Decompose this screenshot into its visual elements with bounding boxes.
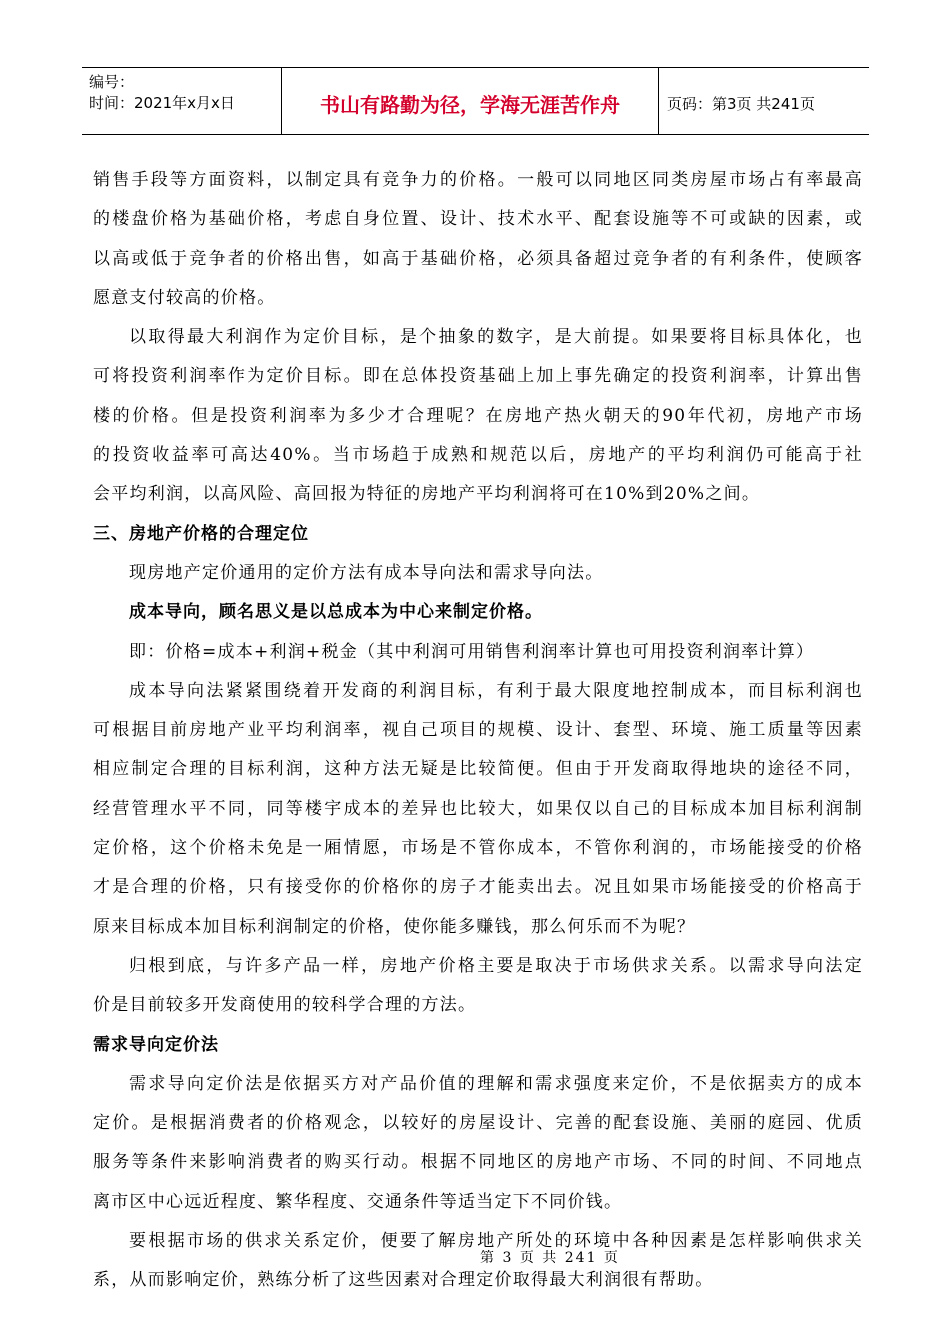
paragraph-line: 销售手段等方面资料，以制定具有竞争力的价格。一般可以同地区同类房屋市场占有率最高 (93, 170, 863, 190)
paragraph-line: 归根到底，与许多产品一样，房地产价格主要是取决于市场供求关系。以需求导向法定 (129, 955, 863, 976)
paragraph-line: 系，从而影响定价，熟练分析了这些因素对合理定价取得最大利润很有帮助。 (93, 1270, 714, 1291)
paragraph-line: 现房地产定价通用的定价方法有成本导向法和需求导向法。 (129, 562, 604, 583)
paragraph-line: 才是合理的价格，只有接受你的价格你的房子才能卖出去。况且如果市场能接受的价格高于 (93, 877, 863, 898)
paragraph-line: 定价。是根据消费者的价格观念，以较好的房屋设计、完善的配套设施、美丽的庭园、优质 (93, 1113, 863, 1134)
paragraph-line: 愿意支付较高的价格。 (93, 287, 276, 308)
paragraph-line: 的投资收益率可高达40%。当市场趋于成熟和规范以后，房地产的平均利润仍可能高于社 (93, 445, 863, 466)
paragraph-line: 定价格，这个价格未免是一厢情愿，市场是不管你成本，不管你利润的，市场能接受的价格 (93, 838, 863, 859)
paragraph-line: 的楼盘价格为基础价格，考虑自身位置、设计、技术水平、配套设施等不可或缺的因素，或 (93, 209, 863, 230)
emphasized-line: 成本导向，顾名思义是以总成本为中心来制定价格。 (129, 602, 543, 623)
paragraph-line: 相应制定合理的目标利润，这种方法无疑是比较简便。但由于开发商取得地块的途径不同， (93, 759, 863, 780)
paragraph-line: 以取得最大利润作为定价目标，是个抽象的数字，是大前提。如果要将目标具体化，也 (129, 327, 863, 348)
page-footer: 第 3 页 共 241 页 (480, 1250, 620, 1266)
paragraph-line: 经营管理水平不同，同等楼宇成本的差异也比较大，如果仅以自己的目标成本加目标利润制 (93, 798, 863, 819)
document-time-label: 时间：2021年x月x日 (89, 94, 235, 112)
header-motto: 书山有路勤为径，学海无涯苦作舟 (320, 92, 620, 117)
document-body (93, 161, 863, 1301)
page-header (82, 67, 869, 135)
section-heading: 需求导向定价法 (93, 1034, 219, 1055)
paragraph-line: 服务等条件来影响消费者的购买行动。根据不同地区的房地产市场、不同的时间、不同地点 (93, 1152, 863, 1173)
paragraph-line: 可将投资利润率作为定价目标。即在总体投资基础上加上事先确定的投资利润率，计算出售 (93, 366, 863, 387)
paragraph-line: 离市区中心远近程度、繁华程度、交通条件等适当定下不同价钱。 (93, 1191, 623, 1212)
paragraph-line: 价是目前较多开发商使用的较科学合理的方法。 (93, 995, 477, 1016)
paragraph-line: 可根据目前房地产业平均利润率，视自己项目的规模、设计、套型、环境、施工质量等因素 (93, 720, 863, 741)
formula-line: 即：价格=成本+利润+税金（其中利润可用销售利润率计算也可用投资利润率计算） (129, 641, 815, 662)
header-page-info: 页码：第3页 共241页 (667, 94, 815, 113)
header-motto-cell (282, 68, 659, 134)
paragraph-line: 要根据市场的供求关系定价，便要了解房地产所处的环境中各种因素是怎样影响供求关 (129, 1231, 863, 1252)
paragraph-line: 楼的价格。但是投资利润率为多少才合理呢？在房地产热火朝天的90年代初，房地产市场 (93, 405, 863, 426)
paragraph-line: 需求导向定价法是依据买方对产品价值的理解和需求强度来定价，不是依据卖方的成本 (129, 1073, 863, 1094)
paragraph-line: 原来目标成本加目标利润制定的价格，使你能多赚钱，那么何乐而不为呢？ (93, 916, 696, 937)
paragraph-line: 以高或低于竞争者的价格出售，如高于基础价格，必须具备超过竞争者的有利条件，使顾客 (93, 248, 863, 269)
paragraph-line: 会平均利润，以高风险、高回报为特征的房地产平均利润将可在10%到20%之间。 (93, 484, 761, 505)
document-number-label: 编号： (89, 73, 135, 91)
section-heading: 三、房地产价格的合理定位 (93, 523, 309, 544)
paragraph-line: 成本导向法紧紧围绕着开发商的利润目标，有利于最大限度地控制成本，而目标利润也 (129, 680, 863, 701)
header-meta-cell (82, 68, 282, 134)
header-page-cell (659, 68, 869, 134)
